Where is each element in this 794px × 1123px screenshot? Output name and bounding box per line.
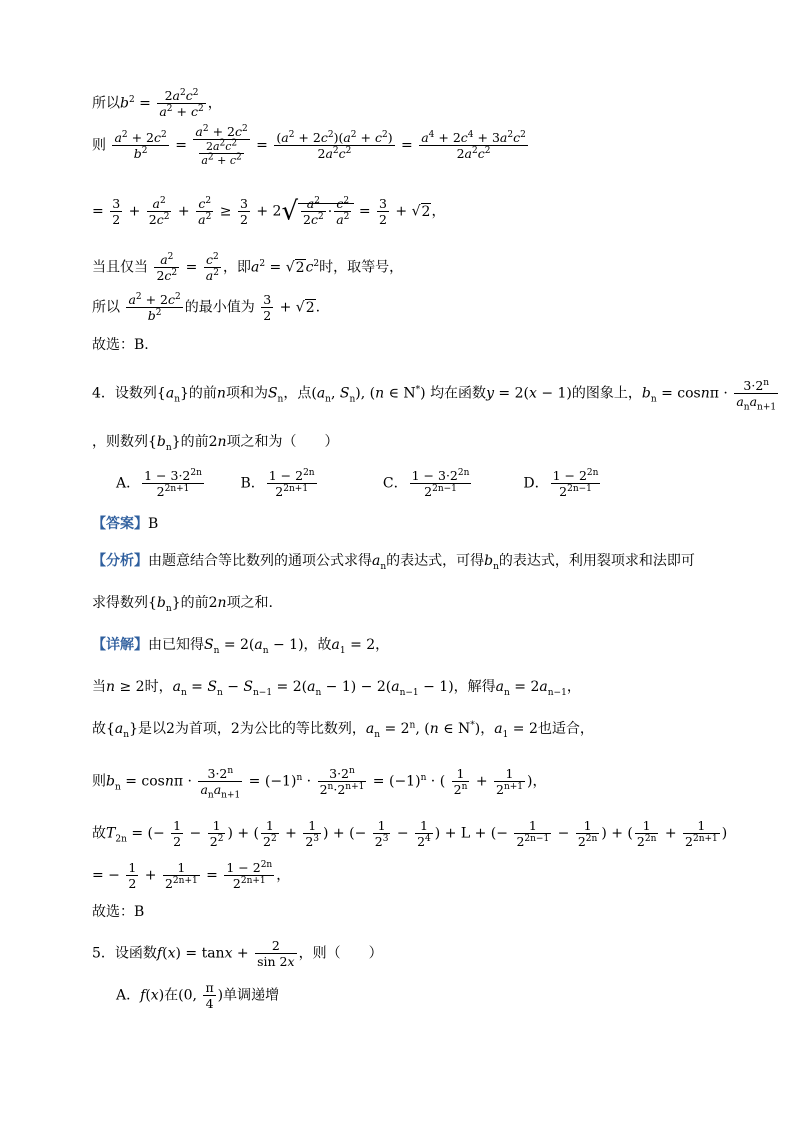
text: ，解得 [453,679,496,695]
line-choice-2: 故选：B [92,904,145,920]
text: 均在函数 [430,385,487,402]
option-b[interactable]: B． $\frac{1 - 2^{2n}}{2^{2n+1}}$ [240,467,315,499]
text: 也适合， [537,721,594,737]
text: 的最小值为 [184,299,255,316]
detail-line-3: 故$\{a_n\}$是以2为首项，2为公比的等比数列，$a_n = 2^n$, (n ∈ N*)，$a_1 = 2$也适合， [92,720,594,740]
text: 所以 [92,95,120,112]
text: 时， [144,679,173,695]
text: 的表达式，利用裂项求和法即可 [498,553,695,569]
detail-tag: 【详解】 [92,637,148,653]
text: 由已知得 [148,637,204,653]
text: 故 [92,825,106,842]
option-c[interactable]: C． $\frac{1 - 3\cdot 2^{2n}}{2^{2n-1}}$ [382,467,470,499]
text: 故 [92,721,106,737]
text: 时，取等号， [319,259,404,276]
question-5: 5．设函数f(x) = tanx + $\frac{2}{\sin 2x}$ ，则（ ） [92,938,383,969]
text: 单调递增 [223,987,280,1004]
line-equality-condition: 当且仅当 $\frac{a^2}{2c^2}$ = $\frac{c^2}{a^2}$ ，即$a^2 = √2c^2$时，取等号， [92,251,404,283]
text: A． [116,987,141,1004]
text: 的前 [180,434,209,450]
detail-line-5: 故$T_{2n}$ = (− $\frac{1}{2}$ − $\frac{1}{2^2}$ ) + ( $\frac{1}{2^2}$ + $\frac{1}{2^3}$ ) + (− $\frac{1}{2^3}$ − $\frac{1}{2^4}$ ) + L + (− $\frac{1}{2^{2n-1}}$ − $\frac{1}{2^{2n}}$ ) + ( $\frac{1}{2^{2n}}$ + $\frac{1}{2^{2n+1}}$ ) [92,818,728,849]
text: 当 [92,679,106,695]
text: ，即 [222,259,251,276]
text: 为首项， [174,721,231,737]
option-a[interactable]: A． $\frac{1 - 3\cdot 2^{2n}}{2^{2n+1}}$ [116,467,202,499]
question-4-line2: ，则数列$\{b_n\}$的前2n项之和为（ ） [92,434,339,453]
detail-line-2: 当n ≥ 2时，$a_n = S_n - S_{n-1} = 2(a_n - 1) - 2(a_{n-1} - 1)$，解得$a_n = 2a_{n-1}$， [92,679,581,698]
line-ratio: 则 $\frac{a^2 + 2c^2}{b^2}$ = $\frac{a^2 + 2c^2}{\frac{2a^2c^2}{a^2 + c^2}}$ = $\frac{(a^2 + 2c^2)(a^2 + c^2)}{2a^2c^2}$ = $\frac{a^4 + 2c^4 + 3a^2c^2}{2a^2c^2}$ [92,123,526,167]
line-inequality: = $\frac{3}{2}$ + $\frac{a^2}{2c^2}$ + $\frac{c^2}{a^2}$ ≥ $\frac{3}{2}$ + 2√ $\frac{a^2}{2c^2}$ · $\frac{c^2}{a^2}$ = $\frac{3}{2}$ + √2， [92,195,446,227]
text: ，则（ ） [298,945,383,962]
text: 则 [92,137,106,154]
text: 为公比的等比数列， [239,721,366,737]
text: 项之和为（ ） [226,434,339,450]
detail-line-4: 则$b_n = \cos n\pi$ · $\frac{3\cdot 2^n}{a_na_{n+1}}$ = $(-1)^n$ · $\frac{3\cdot 2^n}{2^n\cdot 2^{n+1}}$ = $(-1)^n$ · ( $\frac{1}{2^n}$ + $\frac{1}{2^{n+1}}$ )， [92,765,547,801]
analysis-line-1: 【分析】由题意结合等比数列的通项公式求得$a_n$的表达式，可得$b_n$的表达式，利用裂项求和法即可 [92,553,695,572]
answer-value: B [148,516,159,532]
text: 4．设数列 [92,385,157,402]
answer-line [92,515,158,533]
question-4-options [116,468,602,499]
text: ，则数列 [92,434,148,450]
detail-line-6: = − $\frac{1}{2}$ + $\frac{1}{2^{2n+1}}$ = $\frac{1 - 2^{2n}}{2^{2n+1}}$ ， [92,859,291,891]
analysis-tag: 【分析】 [92,553,148,569]
text: 所以 [92,299,120,316]
analysis-line-2: 求得数列$\{b_n\}$的前2n项之和. [92,595,274,614]
text: 是以 [138,721,166,737]
text: ，点 [283,385,312,402]
text: 则 [92,773,106,790]
text: 在 [164,987,179,1004]
text: 当且仅当 [92,259,148,276]
text: ，故 [303,637,332,653]
answer-tag: 【答案】 [92,516,148,532]
option-d[interactable]: D． $\frac{1 - 2^{2n}}{2^{2n-1}}$ [523,467,599,499]
text: 由题意结合等比数列的通项公式求得 [148,553,372,569]
text: 的图象上， [571,385,642,402]
line-minimum: 所以 $\frac{a^2 + 2c^2}{b^2}$ 的最小值为 $\frac{3}{2}$ + √2. [92,291,321,323]
question-5-option-a[interactable]: A．f(x)在(0, $\frac{\pi}{4}$ )单调递增 [116,980,280,1011]
text: 5．设函数 [92,945,157,962]
text: 的表达式，可得 [386,553,485,569]
text: 求得数列 [92,595,148,611]
detail-line-1: 【详解】由已知得$S_n = 2(a_n - 1)$，故$a_1 = 2$， [92,637,390,656]
line-b-squared: 所以$b^2$ = $\frac{2a^2c^2}{a^2 + c^2}$ ， [92,87,222,119]
line-choice-1: 故选：B. [92,337,149,353]
text: 项和为 [225,385,268,402]
question-4: 4．设数列$\{a_n\}$的前n项和为$S_n$，点($a_n$, $S_n$), (n ∈ N*) 均在函数y = 2(x − 1)的图象上，$b_n = \cos n\pi$ · $\frac{3\cdot 2^n}{a_na_{n+1}}$ [92,377,777,413]
text: 的前 [188,385,217,402]
text: 项之和. [226,595,274,611]
text: 的前 [180,595,209,611]
